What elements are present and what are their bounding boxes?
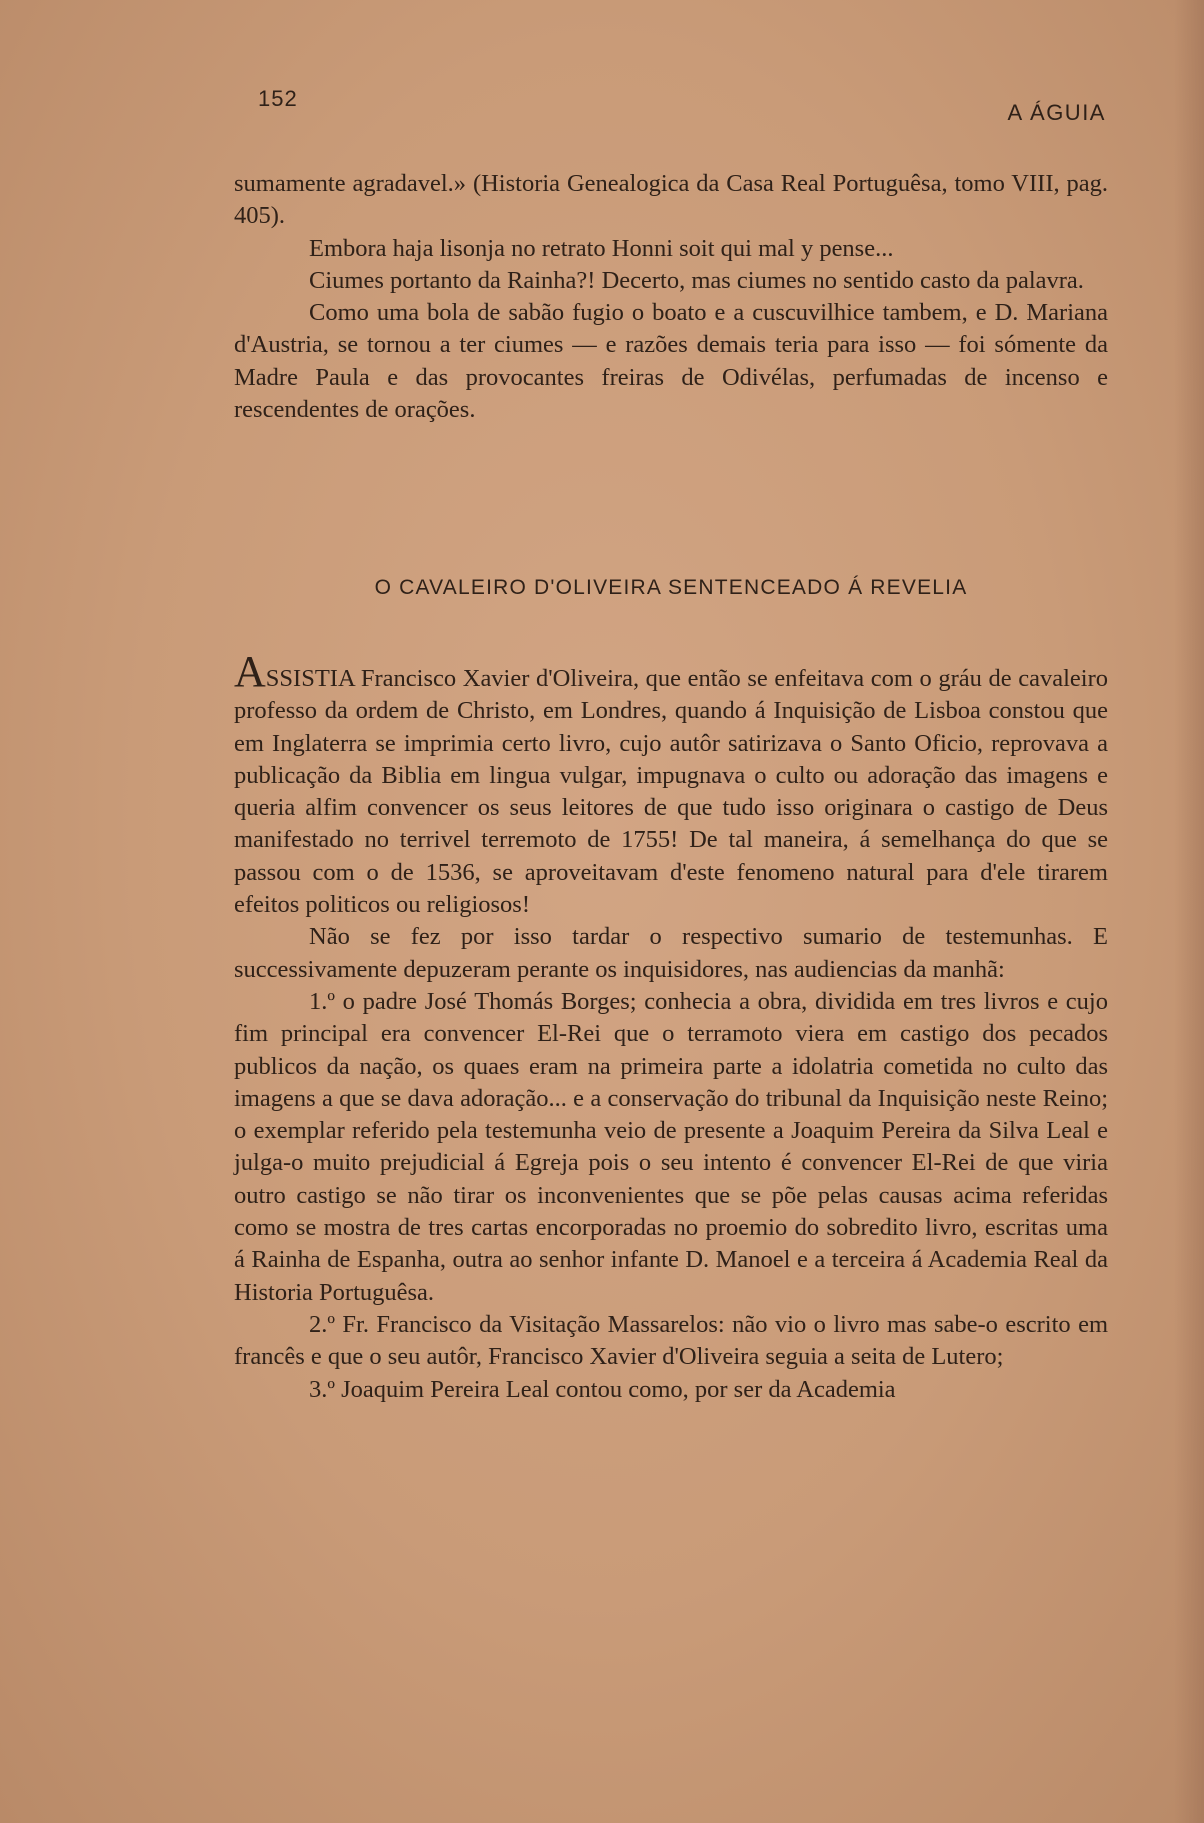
list-item: 3.º Joaquim Pereira Leal contou como, por ser da Academia — [309, 1375, 896, 1403]
paragraph: Como uma bola de sabão fugio o boato e a cuscuvilhice tambem, e D. Mariana d'Austria, se tornou a ter ciumes — e razões demais teria para isso — foi sómente da Madre Paula e das provocantes freiras de Odivélas, perfumadas de incenso e rescendentes de orações. — [234, 299, 1108, 424]
paragraph: Ciumes portanto da Rainha?! Decerto, mas ciumes no sentido casto da palavra. — [309, 266, 1084, 294]
section-text-block — [234, 647, 1108, 1406]
list-item: 2.º Fr. Francisco da Visitação Massarelos: não vio o livro mas sabe-o escrito em francês e que o seu autôr, Francisco Xavier d'Oliveira seguia a seita de Lutero; — [234, 1310, 1108, 1371]
page-edge-shadow — [1174, 0, 1204, 1823]
paragraph: Embora haja lisonja no retrato Honni soit qui mal y pense... — [309, 234, 894, 262]
running-head: A ÁGUIA — [1007, 100, 1106, 125]
page-number: 152 — [258, 86, 298, 111]
top-text-block — [234, 168, 1108, 426]
list-item: 1.º o padre José Thomás Borges; conhecia a obra, dividida em tres livros e cujo fim principal era convencer El-Rei que o terramoto viera em castigo dos pecados publicos da nação, os quaes eram na primeira parte a idolatria cometida no culto das imagens a que se dava adoração... e a conservação do tribunal da Inquisição neste Reino; o exemplar referido pela testemunha veio de presente a Joaquim Pereira da Silva Leal e julga-o muito prejudicial á Egreja pois o seu intento é convencer El-Rei de que viria outro castigo se não tirar os inconvenientes que se põe pelas causas acima referidas como se mostra de tres cartas encorporadas no proemio do sobredito livro, escritas uma á Rainha de Espanha, outra ao senhor infante D. Manoel e a terceira á Academia Real da Historia Portuguêsa. — [234, 987, 1108, 1306]
paragraph: Não se fez por isso tardar o respectivo sumario de testemunhas. E successivamente depuzeram perante os inquisidores, nas audiencias da manhã: — [234, 923, 1108, 983]
opening-paragraph: ASSISTIA Francisco Xavier d'Oliveira, que então se enfeitava com o gráu de cavaleiro professo da ordem de Christo, em Londres, quando á Inquisição de Lisboa constou que em Inglaterra se imprimia certo livro, cujo autôr satirizava o Santo Oficio, reprovava a publicação da Biblia em lingua vulgar, impugnava o culto ou adoração das imagens e queria alfim convencer os seus leitores de que tudo isso originara o castigo de Deus manifestado no terrivel terremoto de 1755! De tal maneira, á semelhança do que se passou com o de 1536, se aproveitavam d'este fenomeno natural para d'ele tirarem efeitos politicos ou religiosos! — [234, 647, 1108, 919]
paragraph: sumamente agradavel.» (Historia Genealogica da Casa Real Portuguêsa, tomo VIII, pag. 405). — [234, 170, 1108, 230]
section-title: O CAVALEIRO D'OLIVEIRA SENTENCEADO Á REVELIA — [374, 576, 968, 599]
